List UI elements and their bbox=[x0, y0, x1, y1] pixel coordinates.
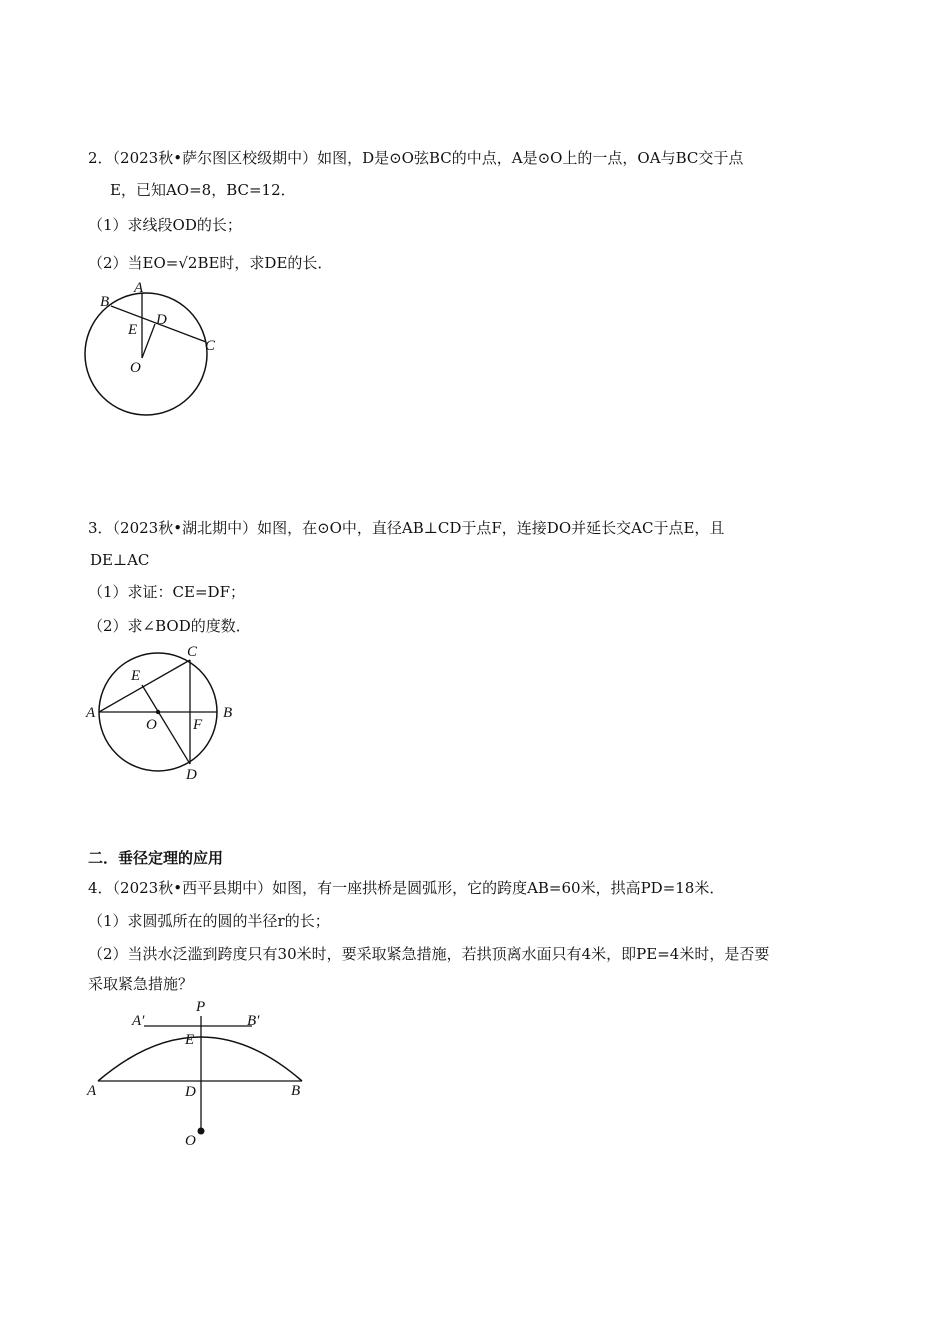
q2-line1: 2．（2023秋•萨尔图区校级期中）如图，D是⊙O弦BC的中点，A是⊙O上的一点，OA与BC交于点 bbox=[88, 149, 744, 167]
q2-part2: （2）当EO=√2BE时，求DE的长． bbox=[88, 254, 333, 272]
q2-segment-od bbox=[142, 324, 155, 358]
q2-circle bbox=[85, 293, 207, 415]
q4-center-dot bbox=[198, 1128, 205, 1135]
q3-chord-ac bbox=[99, 660, 190, 712]
q4-label-bp: B′ bbox=[247, 1013, 260, 1029]
q4-figure bbox=[84, 995, 314, 1150]
q3-label-c: C bbox=[187, 644, 198, 660]
q4-label-a: A bbox=[87, 1083, 97, 1099]
q4-part2-line1: （2）当洪水泛滥到跨度只有30米时，要采取紧急措施，若拱顶离水面只有4米，即PE=4米时，是否要 bbox=[88, 945, 770, 963]
q3-line2: DE⊥AC bbox=[90, 551, 150, 569]
q2-label-c: C bbox=[205, 338, 216, 354]
q2-label-d: D bbox=[156, 312, 167, 328]
q3-label-d: D bbox=[186, 767, 197, 783]
q3-label-b: B bbox=[223, 705, 233, 721]
q2-label-e: E bbox=[128, 322, 138, 338]
q3-label-o: O bbox=[146, 717, 157, 733]
section-title: 二．垂径定理的应用 bbox=[88, 849, 224, 867]
q4-label-ap: A′ bbox=[132, 1013, 145, 1029]
q4-line1: 4．（2023秋•西平县期中）如图，有一座拱桥是圆弧形，它的跨度AB=60米，拱高PD=18米． bbox=[88, 879, 725, 897]
q3-center-dot bbox=[156, 710, 160, 714]
q4-label-d: D bbox=[185, 1084, 196, 1100]
q3-part2: （2）求∠BOD的度数． bbox=[88, 617, 251, 635]
q4-part2-line2: 采取紧急措施？ bbox=[88, 975, 194, 993]
q3-label-a: A bbox=[86, 705, 96, 721]
q2-part1: （1）求线段OD的长； bbox=[88, 216, 242, 234]
q3-label-f: F bbox=[193, 717, 203, 733]
q2-figure bbox=[80, 278, 240, 423]
q2-line2: E，已知AO=8，BC=12． bbox=[110, 181, 296, 199]
q3-part1: （1）求证：CE=DF； bbox=[88, 583, 245, 601]
q4-label-e: E bbox=[185, 1032, 195, 1048]
q4-arch bbox=[98, 1037, 302, 1081]
q3-label-e: E bbox=[131, 668, 141, 684]
q2-label-a: A bbox=[134, 280, 144, 296]
q4-label-b: B bbox=[291, 1083, 301, 1099]
q4-label-p: P bbox=[196, 999, 206, 1015]
q3-line1: 3．（2023秋•湖北期中）如图，在⊙O中，直径AB⊥CD于点F，连接DO并延长交AC于点E，且 bbox=[88, 519, 725, 537]
q4-label-o: O bbox=[185, 1133, 196, 1149]
q2-label-o: O bbox=[130, 360, 141, 376]
q2-label-b: B bbox=[100, 294, 110, 310]
q4-part1: （1）求圆弧所在的圆的半径r的长； bbox=[88, 912, 330, 930]
q3-figure bbox=[84, 640, 244, 785]
